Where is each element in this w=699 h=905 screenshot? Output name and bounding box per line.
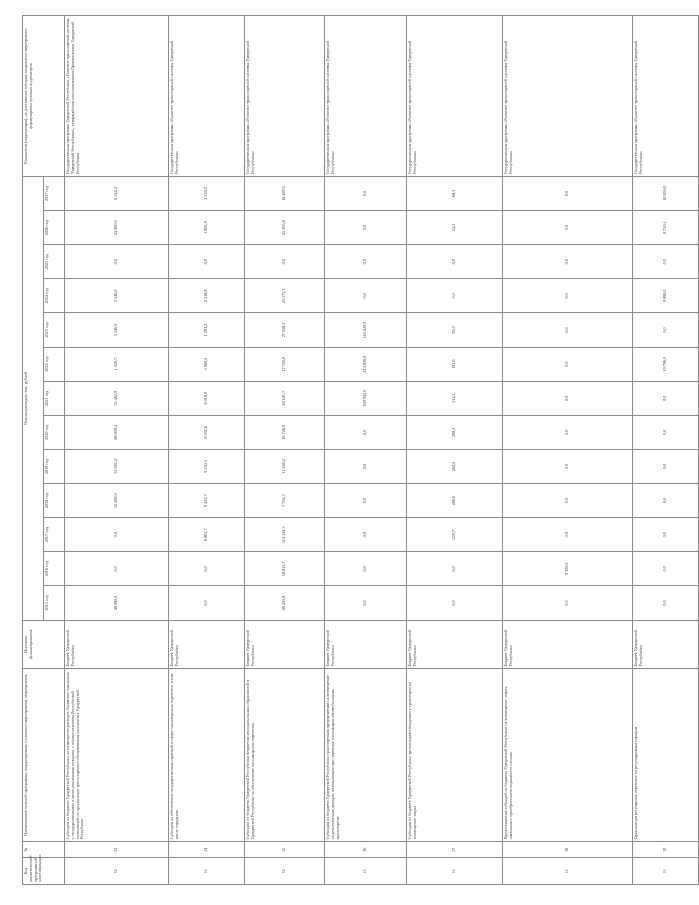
row-value: 298,5 — [407, 415, 503, 449]
row-number: 13 — [65, 842, 169, 858]
row-value: 0,0 — [503, 245, 633, 279]
row-value: 7 752,5 — [245, 484, 325, 518]
row-value: 314,5 — [407, 381, 503, 415]
row-value: 68 009,4 — [65, 415, 169, 449]
row-value: 0,0 — [65, 518, 169, 552]
row-value: 0,0 — [633, 552, 699, 586]
row-value: 220,7 — [407, 518, 503, 552]
row-value: 24 980,0 — [65, 211, 169, 245]
row-result: Государственная программа «Развитие транспортной системы Удмуртской Республики» — [407, 16, 503, 177]
row-value: 214 838,0 — [325, 347, 407, 381]
row-value: 0,0 — [503, 211, 633, 245]
year-header: 2019 год — [44, 449, 65, 483]
row-code: 11 — [503, 858, 633, 885]
row-value: 9 423,7 — [169, 484, 245, 518]
row-number: 16 — [325, 842, 407, 858]
row-number: 19 — [633, 842, 699, 858]
row-value: 0,0 — [325, 484, 407, 518]
row-value: 0,0 — [633, 518, 699, 552]
name-header: Наименование целевой программы, подпрограммы, основного мероприятия, мероприятия — [23, 669, 65, 842]
row-value: 0,0 — [169, 586, 245, 620]
row-value: 0,0 — [503, 484, 633, 518]
row-value: 114 138,3 — [245, 518, 325, 552]
table-row — [503, 16, 633, 885]
row-source: Бюджет Удмуртской Республики — [325, 620, 407, 669]
row-value: 18 181,7 — [245, 381, 325, 415]
year-header: 2018 год — [44, 484, 65, 518]
row-number: 18 — [503, 842, 633, 858]
row-code: 11 — [633, 858, 699, 885]
row-value: 165 620,0 — [325, 313, 407, 347]
row-code: 11 — [325, 858, 407, 885]
row-value: 0,0 — [633, 449, 699, 483]
row-value: 0,0 — [65, 245, 169, 279]
row-value: 0,0 — [325, 518, 407, 552]
row-value: 10 959,0 — [633, 176, 699, 210]
row-name: Организация регулярных перевозок по регулируемым тарифам — [633, 669, 699, 842]
row-value: 0,0 — [503, 449, 633, 483]
row-value: 1 020,7 — [65, 347, 169, 381]
table-row — [407, 16, 503, 885]
year-header: 2027 год — [44, 176, 65, 210]
code-header: Код аналитической программной классификации — [23, 858, 65, 885]
row-result: Государственная программа «Развитие транспортной системы Удмуртской Республики» — [169, 16, 245, 177]
row-value: 17 720,0 — [245, 347, 325, 381]
year-header: 2025 год — [44, 245, 65, 279]
row-source: Бюджет Удмуртской Республики — [169, 620, 245, 669]
row-value: 0,0 — [503, 313, 633, 347]
budget-table — [22, 15, 699, 885]
row-value: 2 318,9 — [169, 279, 245, 313]
row-value: 0,0 — [407, 586, 503, 620]
row-value: 0,0 — [633, 381, 699, 415]
row-value: 8 018,9 — [169, 381, 245, 415]
row-code: 11 — [169, 858, 245, 885]
row-source: Бюджет Удмуртской Республики — [633, 620, 699, 669]
source-header: Источник финансирования — [23, 620, 65, 669]
number-header: № — [23, 842, 65, 858]
row-value: 0,0 — [325, 176, 407, 210]
row-value: 0,0 — [503, 518, 633, 552]
row-value: 0,0 — [633, 313, 699, 347]
row-value: 0,0 — [407, 279, 503, 313]
row-number: 15 — [245, 842, 325, 858]
row-name: Субсидия на обеспечение государственных гарантий в сфере пассажирских перевозок, в том числе городских — [169, 669, 245, 842]
row-value: 0,0 — [503, 176, 633, 210]
row-code: 11 — [65, 858, 169, 885]
row-value: 0,0 — [633, 484, 699, 518]
row-name: Субсидия из бюджета Удмуртской Республики на возмещение расходов бюджетов, связанных с государственными и муниципальными нуждами, с осуществлением Республикой полномочий по организации транспортного обслуживания населения в Удмуртской Республике — [65, 669, 169, 842]
row-value: 5 960,2 — [169, 347, 245, 381]
years-caption: Оценка расходов, тыс. рублей — [23, 176, 44, 620]
row-name: Субсидия из бюджета Удмуртской Республики организациям воздушного транспорта на возмещение затрат — [407, 669, 503, 842]
row-value: 9 330,3 — [169, 449, 245, 483]
row-value: 1 881,9 — [169, 211, 245, 245]
row-value: 0,0 — [503, 415, 633, 449]
row-value: 0,0 — [325, 245, 407, 279]
table-row — [65, 16, 169, 885]
row-value: 0,0 — [633, 245, 699, 279]
row-value: 68,3 — [407, 176, 503, 210]
row-value: 191,6 — [407, 347, 503, 381]
row-value: 0,0 — [633, 415, 699, 449]
row-result: Государственная программа «Развитие транспортной системы Удмуртской Республики» — [325, 16, 407, 177]
row-source: Бюджет Удмуртской Республики — [65, 620, 169, 669]
year-header: 2026 год — [44, 211, 65, 245]
row-source: Бюджет Удмуртской Республики — [407, 620, 503, 669]
row-number: 14 — [169, 842, 245, 858]
row-value: 32 200,0 — [65, 484, 169, 518]
row-value: 0,0 — [169, 552, 245, 586]
year-header: 2017 год — [44, 518, 65, 552]
row-value: 5 546,0 — [65, 279, 169, 313]
row-number: 17 — [407, 842, 503, 858]
row-value: 18 489,5 — [245, 176, 325, 210]
row-value: 9 888,0 — [633, 279, 699, 313]
row-value: 23 575,3 — [245, 279, 325, 313]
row-name: Предоставление субсидий из бюджета Удмуртской Республики на возмещение затрат, связанных с приобретением подвижного состава — [503, 669, 633, 842]
row-code: 11 — [245, 858, 325, 885]
row-value: 27 058,3 — [245, 313, 325, 347]
table-row — [245, 16, 325, 885]
row-value: 18 813,7 — [245, 552, 325, 586]
row-value: 11 258,4 — [245, 449, 325, 483]
row-result: Государственная программа «Развитие транспортной системы Удмуртской Республики» — [245, 16, 325, 177]
row-value: 0,0 — [169, 245, 245, 279]
row-value: 1 291,2 — [169, 313, 245, 347]
row-value: 16 726,0 — [245, 415, 325, 449]
row-value: 8 710,1 — [633, 211, 699, 245]
row-value: 0,0 — [407, 245, 503, 279]
row-value: 406,6 — [407, 484, 503, 518]
row-value: 0,0 — [325, 586, 407, 620]
row-value: 2 329,2 — [169, 176, 245, 210]
year-header: 2015 год — [44, 586, 65, 620]
row-value: 260,2 — [407, 449, 503, 483]
year-header: 2020 год — [44, 415, 65, 449]
row-value: 0,0 — [325, 279, 407, 313]
result-header: Показатели (индикаторы), на достижение которых направлено мероприятие, формулировка целевых индикаторов — [23, 16, 65, 177]
row-value: 0,0 — [503, 381, 633, 415]
row-value: 19 796,0 — [633, 347, 699, 381]
row-value: 0,0 — [65, 552, 169, 586]
row-value: 54,3 — [407, 211, 503, 245]
row-result: Государственная программа «Развитие транспортной системы Удмуртской Республики» — [633, 16, 699, 177]
row-value: 0,0 — [503, 586, 633, 620]
row-value: 0,0 — [503, 347, 633, 381]
row-result: Государственная программа «Развитие транспортной системы Удмуртской Республики» — [503, 16, 633, 177]
row-value: 25 293,8 — [245, 211, 325, 245]
row-name: Субсидии из бюджета Удмуртской Республики бюджетам муниципальных образований в Удмуртской Республике на обеспечение пассажирских перевозок — [245, 669, 325, 842]
row-value: 169 043,0 — [325, 381, 407, 415]
row-result: Государственная программа Удмуртской Республики «Развитие транспортной системы Удмуртской Республики», утверждённая постановлением Правительства Удмуртской Республики — [65, 16, 169, 177]
row-value: 69 225,8 — [245, 586, 325, 620]
row-value: 0,0 — [245, 245, 325, 279]
row-value: 8 592,6 — [169, 415, 245, 449]
year-header: 2022 год — [44, 347, 65, 381]
year-header: 2016 год — [44, 552, 65, 586]
row-value: 48 080,0 — [65, 586, 169, 620]
row-value: 8 342,4 — [65, 176, 169, 210]
row-value: 9 350,0 — [503, 552, 633, 586]
row-source: Бюджет Удмуртской Республики — [503, 620, 633, 669]
year-header: 2024 год — [44, 279, 65, 313]
row-value: 0,0 — [325, 552, 407, 586]
row-value: 0,0 — [503, 279, 633, 313]
row-value: 0,0 — [633, 586, 699, 620]
year-header: 2023 год — [44, 313, 65, 347]
row-value: 55 482,9 — [65, 381, 169, 415]
row-source: Бюджет Удмуртской Республики — [245, 620, 325, 669]
table-row — [325, 16, 407, 885]
row-value: 0,0 — [325, 211, 407, 245]
row-value: 92,0 — [407, 313, 503, 347]
row-value: 5 346,0 — [65, 313, 169, 347]
row-value: 0,0 — [407, 552, 503, 586]
row-value: 6 863,7 — [169, 518, 245, 552]
year-header: 2021 год — [44, 381, 65, 415]
row-value: 55 082,4 — [65, 449, 169, 483]
table-row — [169, 16, 245, 885]
row-name: Субсидия из бюджета Удмуртской Республики транспортным предприятиям на возмещение недополученных доходов, возникающих при перевозке пассажиров автомобильным транспортом — [325, 669, 407, 842]
row-value: 0,0 — [325, 415, 407, 449]
row-value: 0,0 — [325, 449, 407, 483]
table-row — [633, 16, 699, 885]
row-code: 11 — [407, 858, 503, 885]
